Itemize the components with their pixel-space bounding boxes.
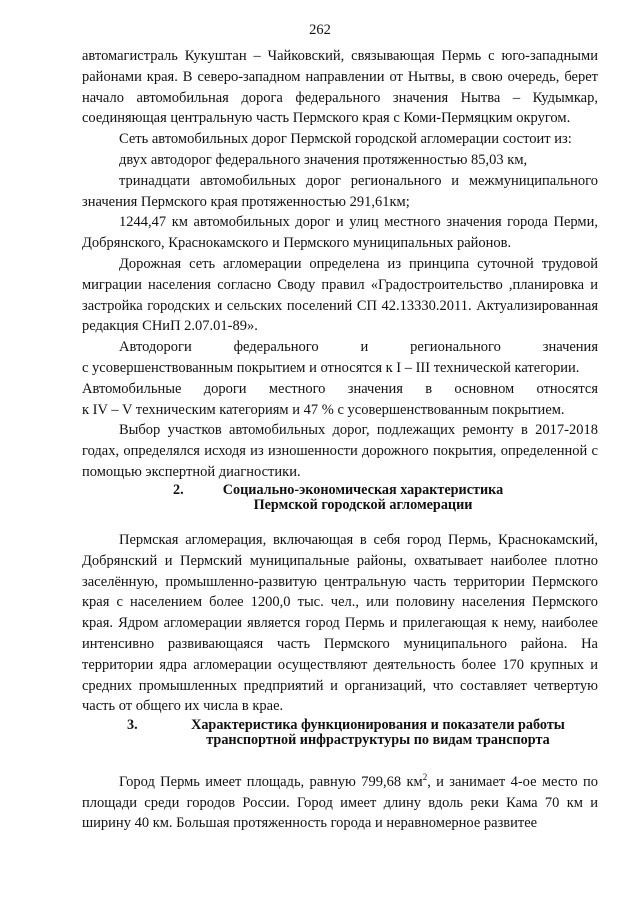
paragraph: двух автодорог федерального значения протяженностью 85,03 км, xyxy=(119,151,528,168)
superscript: 2 xyxy=(422,772,428,782)
paragraph: Пермская агломерация, включающая в себя город Пермь, Краснокамский, Добрянский и Пермский муниципальные районы, охватывает наиболее плотно заселённую, промышленно-развитую центральную часть территории Пермского края с населением более 1200,0 тыс. чел., или половину населения Пермского края. Ядром агломерации является город Пермь и прилегающая к нему, наиболее интенсивно развивающаяся часть Пермского муниципального района. На территории ядра агломерации осуществляют деятельность более 170 крупных и средних промышленных предприятий и организаций, что составляет четвертую часть от общего их числа в крае. xyxy=(82,532,598,715)
section-title-line: транспортной инфраструктуры по видам транспорта xyxy=(206,732,550,748)
body-block-2 xyxy=(82,530,598,717)
paragraph-text: , и занимает 4-ое место по площади среди городов России. Город имеет длину вдоль реки Кама 70 км и ширину 40 км. Большая протяженность города и неравномерное развитее xyxy=(82,773,599,832)
section-title-line: Характеристика функционирования и показатели работы xyxy=(191,717,565,733)
paragraph-line: с усовершенствованным покрытием и относятся к I – III технической категории. xyxy=(82,359,580,376)
paragraph: автомагистраль Кукуштан – Чайковский, связывающая Пермь с юго-западными районами края. В северо-западном направлении от Нытвы, в свою очередь, берет начало автомобильная дорога федерального значения Нытва – Кудымкар, соединяющая центральную часть Пермского края с Коми-Пермяцким округом. xyxy=(82,48,598,127)
section-title-line: Социально-экономическая характеристика xyxy=(222,482,504,498)
paragraph-line: Автомобильные дороги местного значения в основном относятся xyxy=(82,380,598,397)
section-number: 2. xyxy=(173,482,184,498)
paragraph: 1244,47 км автомобильных дорог и улиц местного значения города Перми, Добрянского, Краснокамского и Пермского муниципальных районов. xyxy=(82,214,598,252)
paragraph: Выбор участков автомобильных дорог, подлежащих ремонту в 2017-2018 годах, определялся исходя из изношенности дорожного покрытия, определенной с помощью экспертной диагностики. xyxy=(82,422,598,480)
page-number: 262 xyxy=(309,22,331,38)
paragraph-line: к IV – V техническим категориям и 47 % с усовершенствованным покрытием. xyxy=(82,401,565,418)
body-block-3 xyxy=(82,767,598,834)
section-title-line: Пермской городской агломерации xyxy=(253,497,473,513)
paragraph: Сеть автомобильных дорог Пермской городской агломерации состоит из: xyxy=(119,131,572,148)
paragraph xyxy=(82,767,598,834)
section-number: 3. xyxy=(127,717,138,733)
body-block-1 xyxy=(82,46,598,483)
paragraph: Дорожная сеть агломерации определена из принципа суточной трудовой миграции населения согласно Своду правил «Градостроительство ,планировка и застройка городских и сельских поселений СП 42.13330.2011. Актуализированная редакция СНиП 2.07.01-89». xyxy=(82,255,598,335)
paragraph-line: Автодороги федерального и регионального значения xyxy=(119,339,598,356)
paragraph: тринадцати автомобильных дорог регионального и межмуниципального значения Пермского края протяженностью 291,61км; xyxy=(82,172,598,210)
paragraph-text: Город Пермь имеет площадь, равную 799,68 км xyxy=(119,773,423,790)
